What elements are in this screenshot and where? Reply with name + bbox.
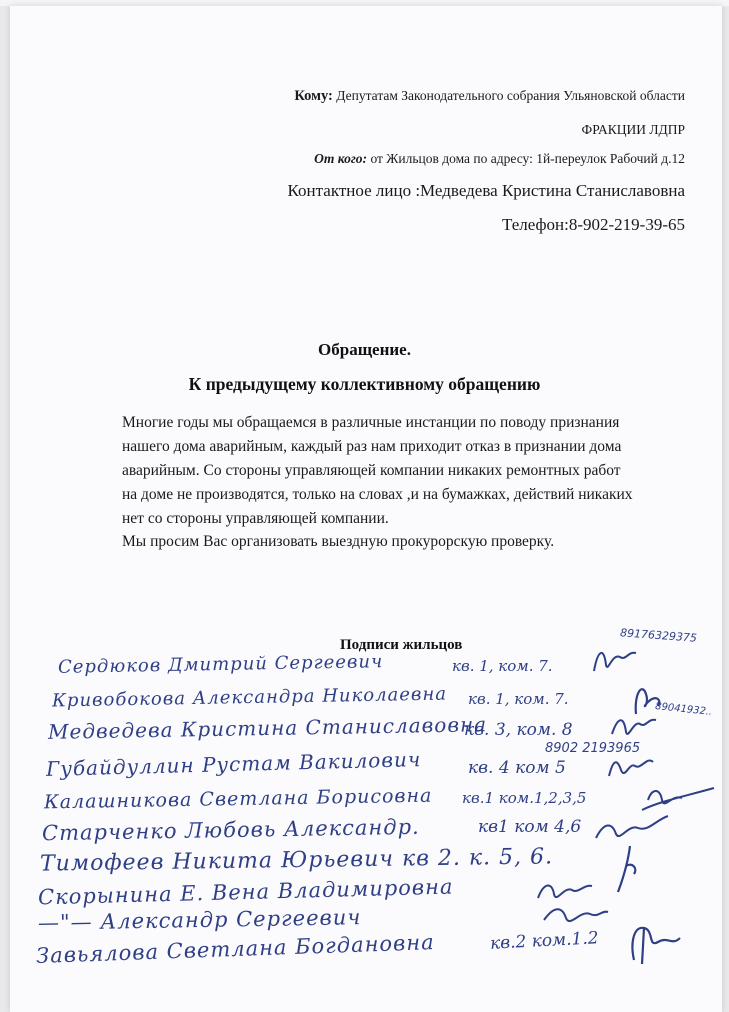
- signature-row-name: Калашникова Светлана Борисовна: [43, 784, 433, 814]
- sender-line: От кого: от Жильцов дома по адресу: 1й-переулок Рабочий д.12: [314, 151, 685, 166]
- faction-line: ФРАКЦИИ ЛДПР: [581, 122, 685, 137]
- paragraph-line: нашего дома аварийным, каждый раз нам приходит отказ в признании дома: [122, 438, 622, 455]
- addressee-line: Кому: Депутатам Законодательного собрания Ульяновской области: [294, 88, 685, 104]
- signature-row-apartment: кв. 1, ком. 7.: [468, 690, 569, 708]
- handwritten-phone: 8902 2193965: [545, 741, 641, 756]
- request-line: Мы просим Вас организовать выездную прокурорскую проверку.: [122, 533, 555, 550]
- signature-row-apartment: кв.2 ком.1.2: [489, 928, 600, 954]
- paragraph-line: Многие годы мы обращаемся в различные инстанции по поводу признания: [122, 414, 620, 431]
- signature-scribble: [608, 712, 658, 742]
- signature-row-name: —"— Александр Сергеевич: [37, 905, 362, 935]
- appeal-paragraph: [122, 411, 692, 531]
- signature-row-apartment: кв. 1, ком. 7.: [452, 657, 553, 675]
- handwritten-phone: 89041932..: [654, 701, 713, 718]
- signature-row-name: Тимофеев Никита Юрьевич кв 2. к. 5, 6.: [39, 844, 554, 877]
- signature-row-name: Скорынина Е. Вена Владимировна: [37, 874, 454, 910]
- signature-row-apartment: кв. 3, ком. 8: [464, 720, 573, 740]
- signature-row-apartment: кв.1 ком.1,2,3,5: [462, 789, 587, 807]
- handwritten-phone: 89176329375: [619, 626, 698, 645]
- paragraph-line: нет со стороны управляющей компании.: [122, 510, 389, 527]
- signature-scribble: [608, 842, 648, 896]
- signatures-title: Подписи жильцов: [340, 637, 463, 653]
- paragraph-line: на доме не производятся, только на словах ,и на бумажках, действий никаких: [122, 486, 633, 503]
- signature-row-name: Завьялова Светлана Богдановна: [35, 930, 436, 968]
- signature-scribble: [590, 643, 640, 677]
- signature-scribble: [624, 920, 684, 966]
- signature-row-name: Сердюков Дмитрий Сергеевич: [57, 651, 384, 678]
- signature-row-name: Старченко Любовь Александр.: [41, 814, 420, 846]
- signature-row-name: Кривобокова Александра Николаевна: [51, 683, 448, 712]
- signature-row-apartment: кв1 ком 4,6: [478, 817, 582, 837]
- signature-row-apartment: кв. 4 ком 5: [468, 758, 566, 778]
- signature-row-name: Медведева Кристина Станиславовна: [47, 712, 488, 744]
- document-subtitle: К предыдущему коллективному обращению: [188, 374, 541, 394]
- signature-row-name: Губайдуллин Рустам Вакилович: [45, 747, 422, 781]
- contact-phone: Телефон:8-902-219-39-65: [502, 215, 685, 234]
- contact-person: Контактное лицо :Медведева Кристина Станиславовна: [287, 181, 685, 200]
- document-title: Обращение.: [318, 340, 411, 359]
- paragraph-line: аварийным. Со стороны управляющей компании никаких ремонтных работ: [122, 462, 621, 479]
- signature-scribble: [540, 900, 610, 930]
